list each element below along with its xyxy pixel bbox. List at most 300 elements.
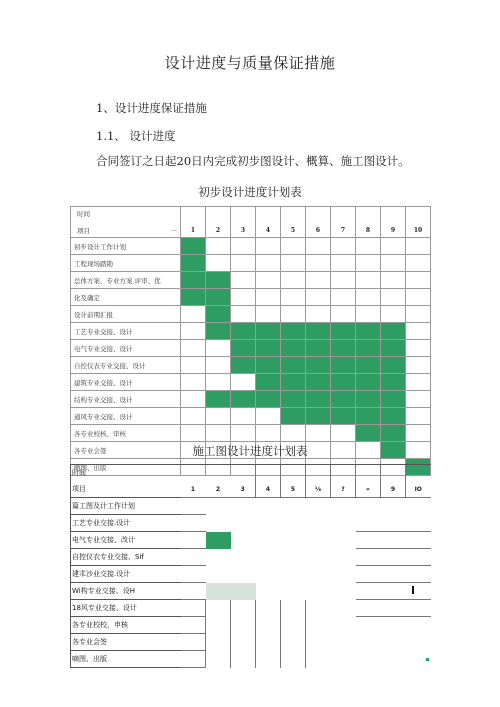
schedule-cell (231, 532, 256, 549)
schedule-cell (281, 566, 306, 583)
schedule-cell (206, 498, 231, 515)
schedule-cell (256, 255, 281, 272)
column-header: 4 (256, 207, 281, 238)
schedule-cell (256, 272, 281, 289)
schedule-cell (356, 465, 381, 482)
schedule-cell (406, 634, 431, 651)
schedule-cell (381, 306, 406, 323)
header-dash: 一 (170, 227, 177, 235)
schedule-cell-filled (231, 357, 256, 374)
schedule-cell (356, 583, 381, 600)
schedule-cell (306, 465, 331, 482)
schedule-cell (206, 549, 231, 566)
schedule-cell (256, 425, 281, 442)
table-row (71, 617, 431, 634)
schedule-cell (256, 532, 281, 549)
schedule-cell (306, 272, 331, 289)
schedule-cell-filled (181, 238, 206, 255)
schedule-cell (381, 583, 406, 600)
schedule-cell (331, 272, 356, 289)
schedule-cell (356, 498, 381, 515)
schedule-cell (206, 566, 231, 583)
table-row (71, 583, 431, 600)
table-row (71, 600, 431, 617)
schedule-cell (331, 515, 356, 532)
schedule-cell-filled (331, 323, 356, 340)
schedule-cell (331, 651, 356, 668)
header-item: 项目 (71, 481, 181, 498)
schedule-cell (181, 651, 206, 668)
schedule-cell (281, 238, 306, 255)
schedule-cell (281, 549, 306, 566)
table-row (71, 238, 431, 255)
schedule-cell (406, 408, 431, 425)
column-header: ? (331, 481, 356, 498)
schedule-cell (406, 255, 431, 272)
schedule-cell (406, 532, 431, 549)
row-label: 通风专业交接、设计 (71, 408, 181, 425)
schedule-cell (256, 566, 281, 583)
schedule-cell (206, 255, 231, 272)
schedule-cell-filled (256, 357, 281, 374)
schedule-cell-filled (281, 374, 306, 391)
schedule-cell-filled (206, 323, 231, 340)
row-label: 建筑专业交接、设计 (71, 374, 181, 391)
schedule-cell (306, 617, 331, 634)
schedule-cell (281, 634, 306, 651)
schedule-cell-filled (181, 289, 206, 306)
schedule-cell (331, 255, 356, 272)
schedule-cell (206, 651, 231, 668)
row-label: 各专业会签 (71, 442, 181, 459)
schedule-cell (331, 289, 356, 306)
schedule-cell (231, 600, 256, 617)
schedule-cell-filled (356, 357, 381, 374)
table-row (71, 549, 431, 566)
schedule-cell (306, 532, 331, 549)
schedule-cell (406, 323, 431, 340)
column-header: 5 (281, 207, 306, 238)
schedule-cell (381, 600, 406, 617)
column-header: 7 (331, 207, 356, 238)
row-label: 各专业会签 (71, 634, 181, 651)
schedule-cell (231, 289, 256, 306)
schedule-cell (356, 255, 381, 272)
schedule-cell (306, 289, 331, 306)
row-label: 电气专业交接、改计 (71, 532, 181, 549)
schedule-cell (256, 289, 281, 306)
table1-caption: 初步设计进度计划表 (198, 185, 302, 199)
column-header: 4 (256, 481, 281, 498)
schedule-cell (381, 255, 406, 272)
row-label: 工艺专业交接.设计 (71, 515, 181, 532)
schedule-cell (406, 566, 431, 583)
schedule-cell (406, 583, 431, 600)
schedule-cell-filled (231, 391, 256, 408)
schedule-cell (356, 238, 381, 255)
row-label: 结构专业交接、设计 (71, 391, 181, 408)
schedule-cell-filled (356, 323, 381, 340)
schedule-cell-filled (381, 374, 406, 391)
schedule-cell (281, 651, 306, 668)
schedule-cell (406, 391, 431, 408)
schedule-cell (331, 549, 356, 566)
column-header: 2 (206, 481, 231, 498)
schedule-cell (181, 532, 206, 549)
row-label: 各专业校核、审核 (71, 425, 181, 442)
row-label: 化及确定 (71, 289, 181, 306)
schedule-cell (231, 617, 256, 634)
schedule-cell (356, 515, 381, 532)
table-row (71, 566, 431, 583)
row-label: 各专业校校，申核 (71, 617, 181, 634)
table-row (71, 515, 431, 532)
schedule-cell (256, 583, 281, 600)
schedule-cell (406, 465, 431, 482)
schedule-cell (406, 340, 431, 357)
schedule-cell-filled (231, 323, 256, 340)
table-row (71, 357, 431, 374)
schedule-cell (356, 617, 381, 634)
schedule-cell-shaded (206, 583, 231, 600)
table-header-row (71, 481, 431, 498)
schedule-cell (281, 255, 306, 272)
schedule-cell-filled (331, 408, 356, 425)
schedule-cell-shaded (231, 583, 256, 600)
schedule-cell-filled (181, 272, 206, 289)
schedule-cell (306, 583, 331, 600)
preliminary-design-schedule-table (70, 206, 431, 476)
schedule-cell (356, 549, 381, 566)
row-label: 建朮沙业交接.设计 (71, 566, 181, 583)
column-header: 8 (356, 207, 381, 238)
schedule-cell (381, 515, 406, 532)
schedule-cell (231, 465, 256, 482)
schedule-cell (406, 515, 431, 532)
schedule-cell (381, 617, 406, 634)
table-row (71, 374, 431, 391)
schedule-cell (381, 465, 406, 482)
column-header: 3 (231, 207, 256, 238)
schedule-cell (281, 465, 306, 482)
table-row (71, 651, 431, 668)
column-header: 1 (181, 481, 206, 498)
schedule-cell-filled (306, 357, 331, 374)
schedule-cell (256, 549, 281, 566)
schedule-cell (231, 374, 256, 391)
schedule-cell-filled (231, 340, 256, 357)
row-label: 18风专业交接、设计 (71, 600, 181, 617)
schedule-cell (181, 425, 206, 442)
column-header: 6 (306, 207, 331, 238)
schedule-cell-filled (381, 357, 406, 374)
schedule-cell (256, 238, 281, 255)
schedule-cell (256, 306, 281, 323)
schedule-cell (331, 306, 356, 323)
schedule-cell-filled (256, 323, 281, 340)
schedule-cell (206, 617, 231, 634)
table-row (71, 272, 431, 289)
schedule-cell (306, 498, 331, 515)
schedule-cell (256, 634, 281, 651)
schedule-cell (231, 255, 256, 272)
schedule-cell (406, 549, 431, 566)
schedule-cell-filled (381, 323, 406, 340)
schedule-cell (331, 617, 356, 634)
schedule-cell (181, 465, 206, 482)
schedule-cell-filled (306, 408, 331, 425)
schedule-cell (281, 289, 306, 306)
schedule-cell (231, 515, 256, 532)
schedule-cell (281, 425, 306, 442)
row-label: 初步设计工作计划 (71, 238, 181, 255)
schedule-cell (231, 306, 256, 323)
schedule-cell (331, 238, 356, 255)
schedule-cell-filled (206, 289, 231, 306)
schedule-cell (406, 600, 431, 617)
bar-mark-icon (412, 586, 414, 594)
schedule-cell-filled (306, 391, 331, 408)
schedule-cell (331, 465, 356, 482)
schedule-cell-filled (206, 306, 231, 323)
table-row (71, 532, 431, 549)
schedule-cell (281, 600, 306, 617)
schedule-cell (281, 272, 306, 289)
schedule-cell (381, 289, 406, 306)
schedule-cell (406, 651, 431, 668)
schedule-cell (306, 566, 331, 583)
dot-mark-icon (426, 658, 429, 661)
schedule-cell (256, 465, 281, 482)
schedule-cell (406, 357, 431, 374)
column-header: 3 (231, 481, 256, 498)
schedule-cell-filled (206, 272, 231, 289)
schedule-cell (331, 634, 356, 651)
schedule-cell (281, 617, 306, 634)
section-heading: 1、设计进度保证措施 (96, 101, 207, 115)
schedule-cell (206, 465, 231, 482)
schedule-cell (381, 498, 406, 515)
schedule-cell (181, 617, 206, 634)
header-label-cell (71, 207, 181, 238)
schedule-cell (181, 600, 206, 617)
table2-caption: 施工图设计进度计划表 (192, 444, 308, 458)
schedule-cell-filled (381, 340, 406, 357)
column-header: 2 (206, 207, 231, 238)
schedule-cell (356, 289, 381, 306)
schedule-cell (306, 255, 331, 272)
schedule-cell-filled (281, 340, 306, 357)
schedule-cell (181, 340, 206, 357)
schedule-cell-filled (281, 323, 306, 340)
schedule-cell (306, 425, 331, 442)
schedule-cell (306, 238, 331, 255)
schedule-cell (406, 306, 431, 323)
schedule-cell (181, 634, 206, 651)
row-label: 晒图、出版 (71, 459, 181, 476)
schedule-cell (181, 374, 206, 391)
header-time: 时间 (77, 210, 90, 218)
schedule-cell (231, 566, 256, 583)
schedule-cell (356, 651, 381, 668)
schedule-cell (206, 238, 231, 255)
row-label: 总体方案、专业方案 评审、优 (71, 272, 181, 289)
schedule-cell-filled (281, 357, 306, 374)
schedule-cell (206, 515, 231, 532)
schedule-cell-filled (356, 374, 381, 391)
header-time: 时间 (71, 465, 181, 482)
schedule-cell-filled (356, 425, 381, 442)
table-row (71, 634, 431, 651)
schedule-cell (331, 498, 356, 515)
row-label: 自控仪衣专业交接、Sif (71, 549, 181, 566)
schedule-cell (181, 549, 206, 566)
schedule-cell (256, 408, 281, 425)
schedule-cell (306, 634, 331, 651)
page-title: 设计进度与质量保证措施 (164, 54, 336, 72)
schedule-cell (306, 549, 331, 566)
schedule-cell (256, 515, 281, 532)
schedule-cell (256, 617, 281, 634)
schedule-cell-filled (256, 340, 281, 357)
table-row (71, 425, 431, 442)
table-row (71, 323, 431, 340)
schedule-cell (206, 408, 231, 425)
schedule-cell (181, 391, 206, 408)
schedule-cell (406, 238, 431, 255)
schedule-cell (406, 374, 431, 391)
schedule-cell (381, 634, 406, 651)
table-header-row (71, 207, 431, 238)
schedule-cell-filled (281, 391, 306, 408)
schedule-cell (281, 532, 306, 549)
schedule-cell (231, 549, 256, 566)
schedule-cell (381, 272, 406, 289)
row-label: 篇工图及计工作计划 (71, 498, 181, 515)
column-header: 10 (406, 207, 431, 238)
column-header: IO (406, 481, 431, 498)
schedule-cell (181, 515, 206, 532)
schedule-cell (256, 498, 281, 515)
table-row (71, 498, 431, 515)
schedule-cell (306, 600, 331, 617)
table-row (71, 408, 431, 425)
schedule-cell (306, 515, 331, 532)
row-label: 电气专业交接、设计 (71, 340, 181, 357)
schedule-cell (281, 583, 306, 600)
row-label: 设计前期汇报 (71, 306, 181, 323)
schedule-cell (356, 600, 381, 617)
row-label: 嘀图、出版 (71, 651, 181, 668)
schedule-cell (256, 651, 281, 668)
subsection-heading: 1.1、 设计进度 (96, 129, 176, 143)
schedule-cell (406, 498, 431, 515)
schedule-cell (281, 515, 306, 532)
schedule-cell (356, 532, 381, 549)
column-header: « (356, 481, 381, 498)
schedule-cell (231, 425, 256, 442)
construction-drawing-schedule-table (70, 464, 431, 668)
schedule-cell (306, 306, 331, 323)
schedule-cell (406, 617, 431, 634)
schedule-cell-filled (306, 323, 331, 340)
schedule-cell (206, 600, 231, 617)
schedule-cell (331, 600, 356, 617)
row-label: 自控仪表专业交接、设计 (71, 357, 181, 374)
table-row (71, 340, 431, 357)
schedule-cell (231, 634, 256, 651)
schedule-cell (181, 357, 206, 374)
schedule-cell (231, 238, 256, 255)
schedule-cell (331, 583, 356, 600)
schedule-cell (231, 498, 256, 515)
schedule-cell (381, 651, 406, 668)
schedule-cell-filled (206, 532, 231, 549)
schedule-cell (231, 408, 256, 425)
schedule-cell (331, 566, 356, 583)
schedule-cell (356, 566, 381, 583)
schedule-cell (331, 425, 356, 442)
column-header: 1 (181, 207, 206, 238)
schedule-cell (181, 408, 206, 425)
table-header-row (71, 465, 431, 482)
schedule-cell-filled (331, 340, 356, 357)
schedule-cell (281, 306, 306, 323)
table-row (71, 255, 431, 272)
schedule-cell (406, 425, 431, 442)
schedule-cell (206, 340, 231, 357)
schedule-cell (206, 357, 231, 374)
paragraph: 合同签订之日起20日内完成初步图设计、概算、施工图设计。 (96, 154, 410, 168)
row-label: 工艺专业交接、设计 (71, 323, 181, 340)
schedule-cell (281, 498, 306, 515)
column-header: 9 (381, 481, 406, 498)
schedule-cell-filled (206, 391, 231, 408)
schedule-cell-filled (331, 374, 356, 391)
schedule-cell-filled (381, 425, 406, 442)
schedule-cell-filled (181, 255, 206, 272)
schedule-cell-filled (356, 408, 381, 425)
schedule-cell (181, 566, 206, 583)
schedule-cell (381, 549, 406, 566)
schedule-cell (306, 651, 331, 668)
schedule-cell-filled (331, 357, 356, 374)
schedule-cell (381, 238, 406, 255)
schedule-cell (206, 634, 231, 651)
schedule-cell (181, 498, 206, 515)
schedule-cell (356, 634, 381, 651)
schedule-cell (381, 532, 406, 549)
schedule-cell (406, 272, 431, 289)
schedule-cell (356, 306, 381, 323)
schedule-cell (206, 374, 231, 391)
schedule-cell (231, 272, 256, 289)
table-row (71, 289, 431, 306)
schedule-cell-filled (356, 340, 381, 357)
row-label: Wi构专业交接、设H (71, 583, 181, 600)
schedule-cell (206, 425, 231, 442)
schedule-cell-filled (281, 408, 306, 425)
column-header: ⅙ (306, 481, 331, 498)
schedule-cell (181, 306, 206, 323)
schedule-cell-filled (306, 340, 331, 357)
schedule-cell (381, 566, 406, 583)
schedule-cell (181, 583, 206, 600)
schedule-cell-filled (256, 374, 281, 391)
schedule-cell (231, 651, 256, 668)
column-header: 9 (381, 207, 406, 238)
schedule-cell (256, 600, 281, 617)
